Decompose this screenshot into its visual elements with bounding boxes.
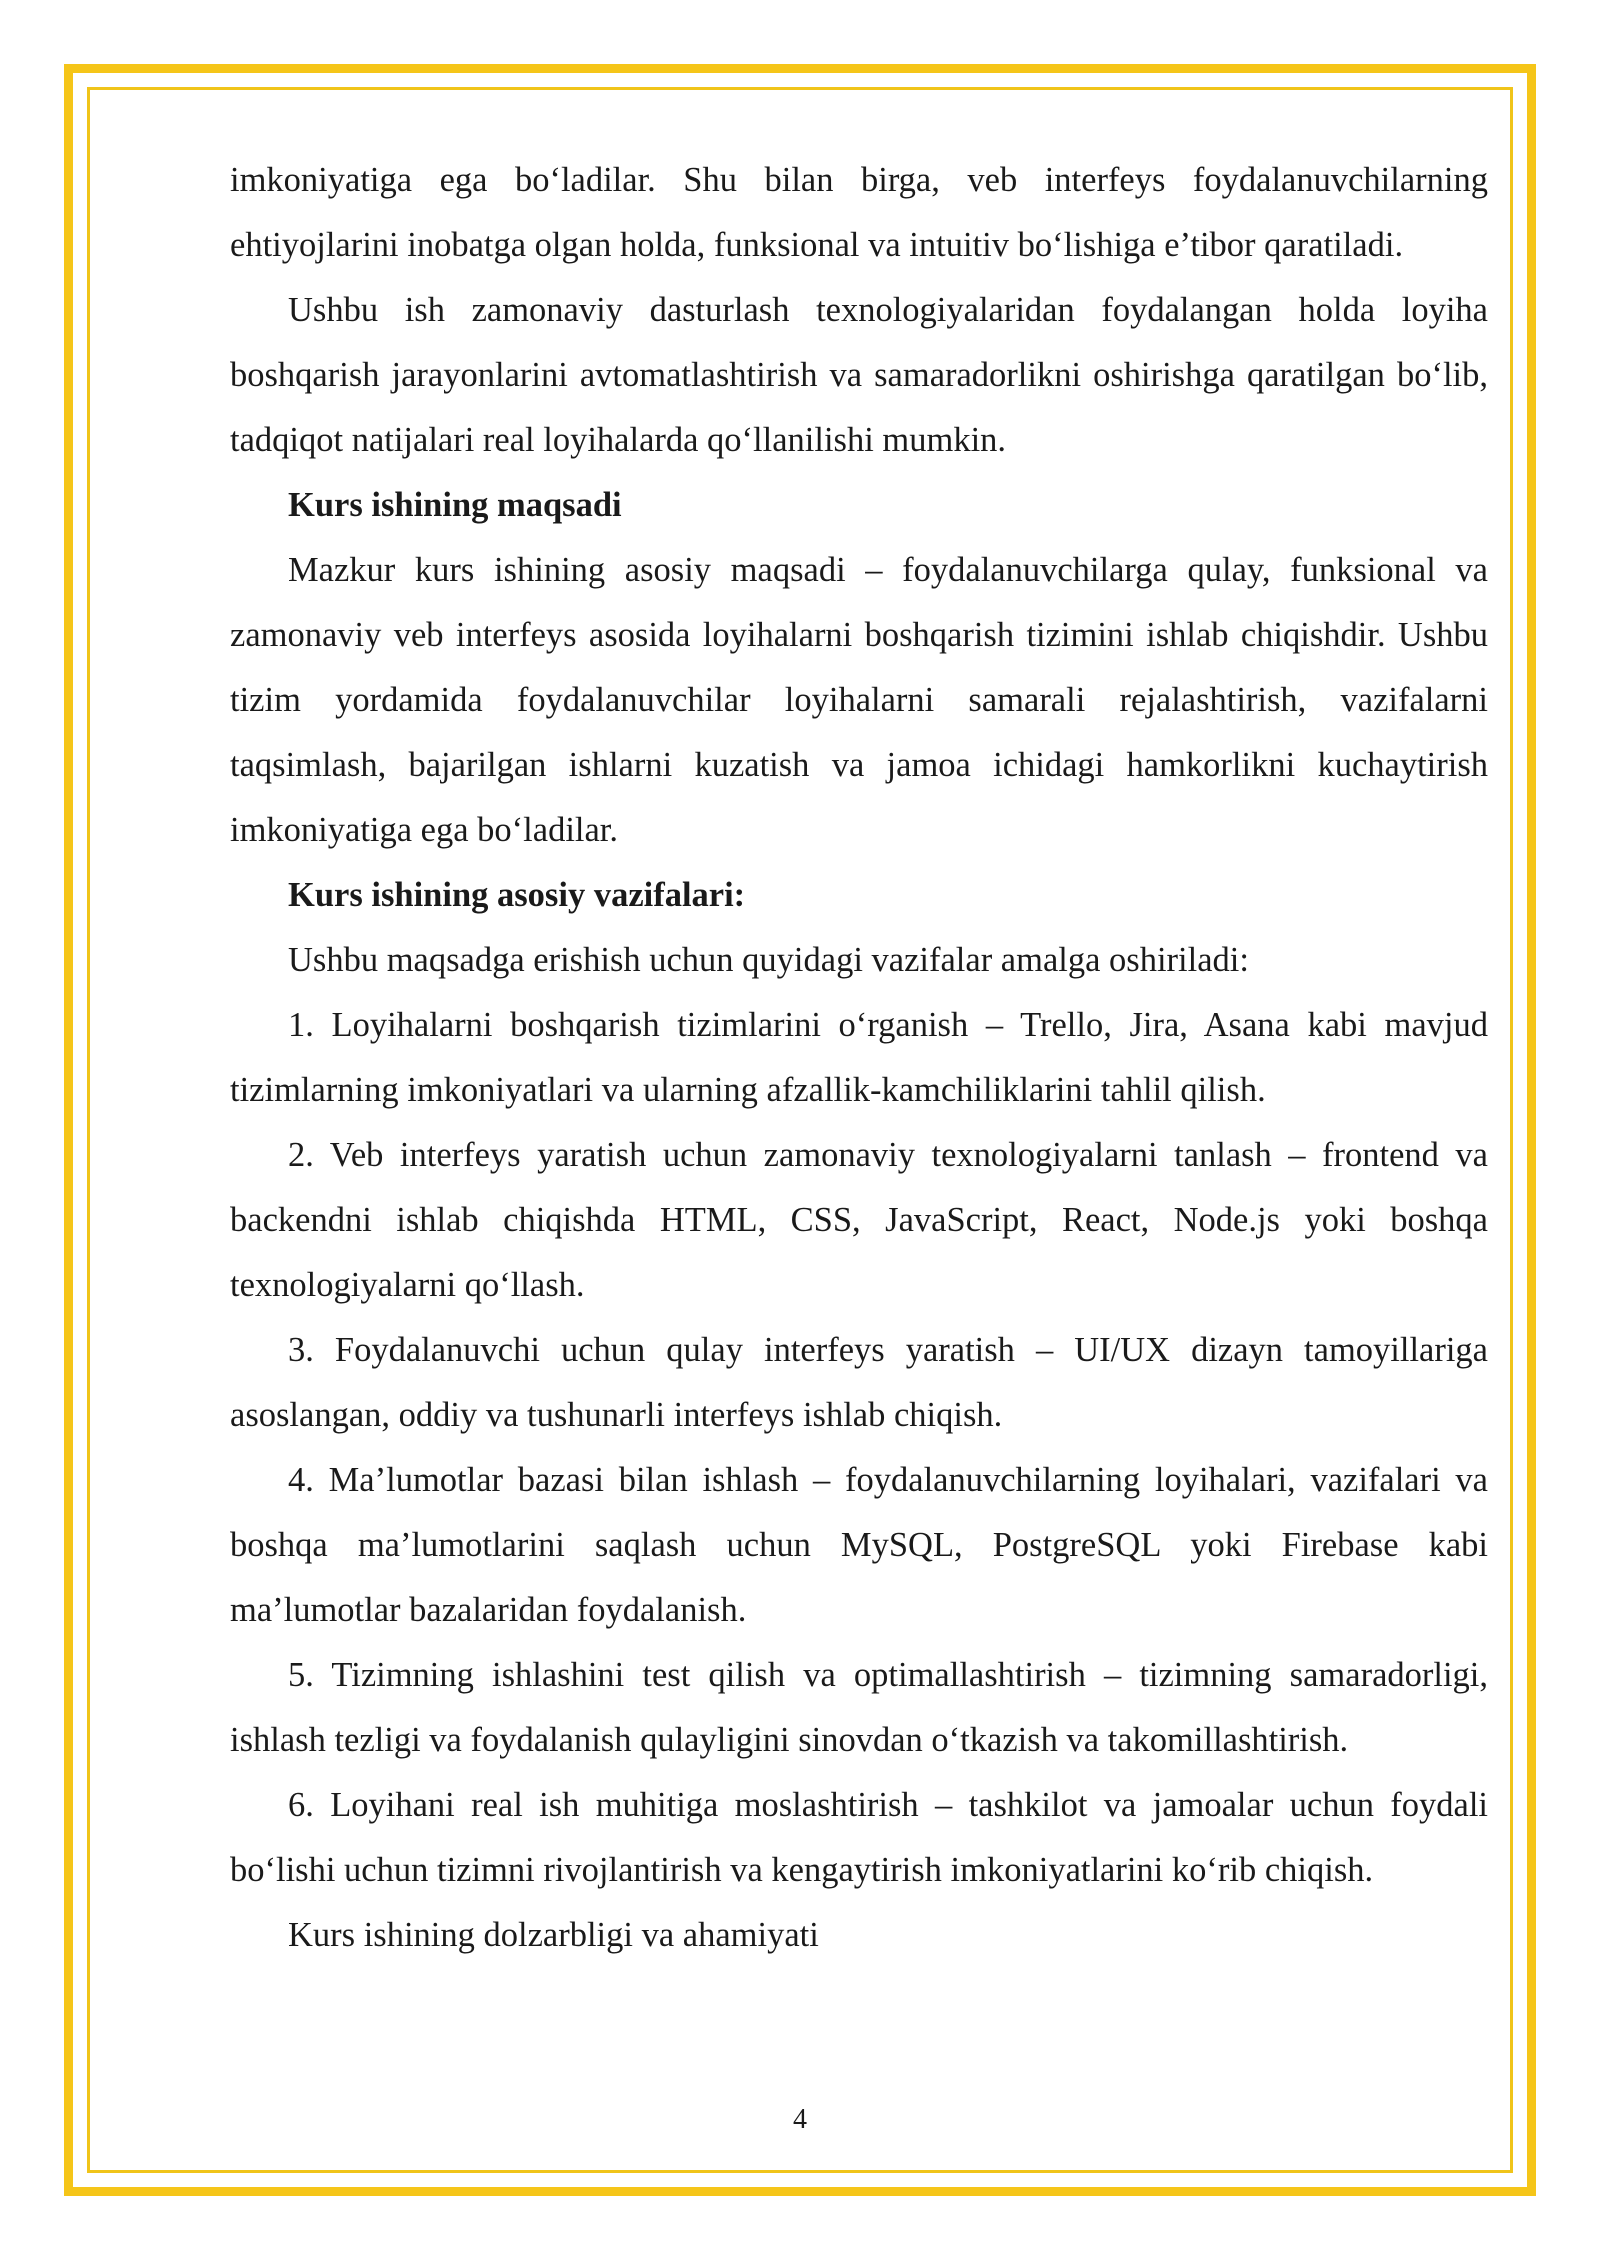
heading-tasks: Kurs ishining asosiy vazifalari: [288, 876, 746, 914]
task-item-6: 6. Loyihani real ish muhitiga moslashtirish – tashkilot va jamoalar uchun foydali bo‘lishi uchun tizimni rivojlantirish va kengaytirish imkoniyatlarini ko‘rib chiqish. [230, 1786, 1488, 1889]
paragraph-goal: Mazkur kurs ishining asosiy maqsadi – foydalanuvchilarga qulay, funksional va zamonaviy veb interfeys asosida loyihalarni boshqarish tizimini ishlab chiqishdir. Ushbu tizim yordamida foydalanuvchilar loyihalarni samarali rejalashtirish, vazifalarni taqsimlash, bajarilgan ishlarni kuzatish va jamoa ichidagi hamkorlikni kuchaytirish imkoniyatiga ega bo‘ladilar. [230, 551, 1488, 849]
task-item-1: 1. Loyihalarni boshqarish tizimlarini o‘rganish – Trello, Jira, Asana kabi mavjud tizimlarning imkoniyatlari va ularning afzallik-kamchiliklarini tahlil qilish. [230, 1006, 1488, 1109]
paragraph-relevance-heading: Kurs ishining dolzarbligi va ahamiyati [288, 1916, 819, 1954]
task-item-3: 3. Foydalanuvchi uchun qulay interfeys yaratish – UI/UX dizayn tamoyillariga asoslangan, oddiy va tushunarli interfeys ishlab chiqish. [230, 1331, 1488, 1434]
task-item-2: 2. Veb interfeys yaratish uchun zamonaviy texnologiyalarni tanlash – frontend va backendni ishlab chiqishda HTML, CSS, JavaScript, React, Node.js yoki boshqa texnologiyalarni qo‘llash. [230, 1136, 1488, 1304]
document-body [230, 148, 1488, 1968]
task-item-4: 4. Ma’lumotlar bazasi bilan ishlash – foydalanuvchilarning loyihalari, vazifalari va boshqa ma’lumotlarini saqlash uchun MySQL, PostgreSQL yoki Firebase kabi ma’lumotlar bazalaridan foydalanish. [230, 1461, 1488, 1629]
heading-goal: Kurs ishining maqsadi [288, 486, 622, 524]
paragraph-2: Ushbu ish zamonaviy dasturlash texnologiyalaridan foydalangan holda loyiha boshqarish jarayonlarini avtomatlashtirish va samaradorlikni oshirishga qaratilgan bo‘lib, tadqiqot natijalari real loyihalarda qo‘llanilishi mumkin. [230, 291, 1488, 459]
paragraph-tasks-intro: Ushbu maqsadga erishish uchun quyidagi vazifalar amalga oshiriladi: [288, 941, 1249, 979]
page-number: 4 [793, 2104, 807, 2135]
paragraph-1: imkoniyatiga ega bo‘ladilar. Shu bilan birga, veb interfeys foydalanuvchilarning ehtiyojlarini inobatga olgan holda, funksional va intuitiv bo‘lishiga e’tibor qaratiladi. [230, 161, 1488, 264]
task-item-5: 5. Tizimning ishlashini test qilish va optimallashtirish – tizimning samaradorligi, ishlash tezligi va foydalanish qulayligini sinovdan o‘tkazish va takomillashtirish. [230, 1656, 1488, 1759]
